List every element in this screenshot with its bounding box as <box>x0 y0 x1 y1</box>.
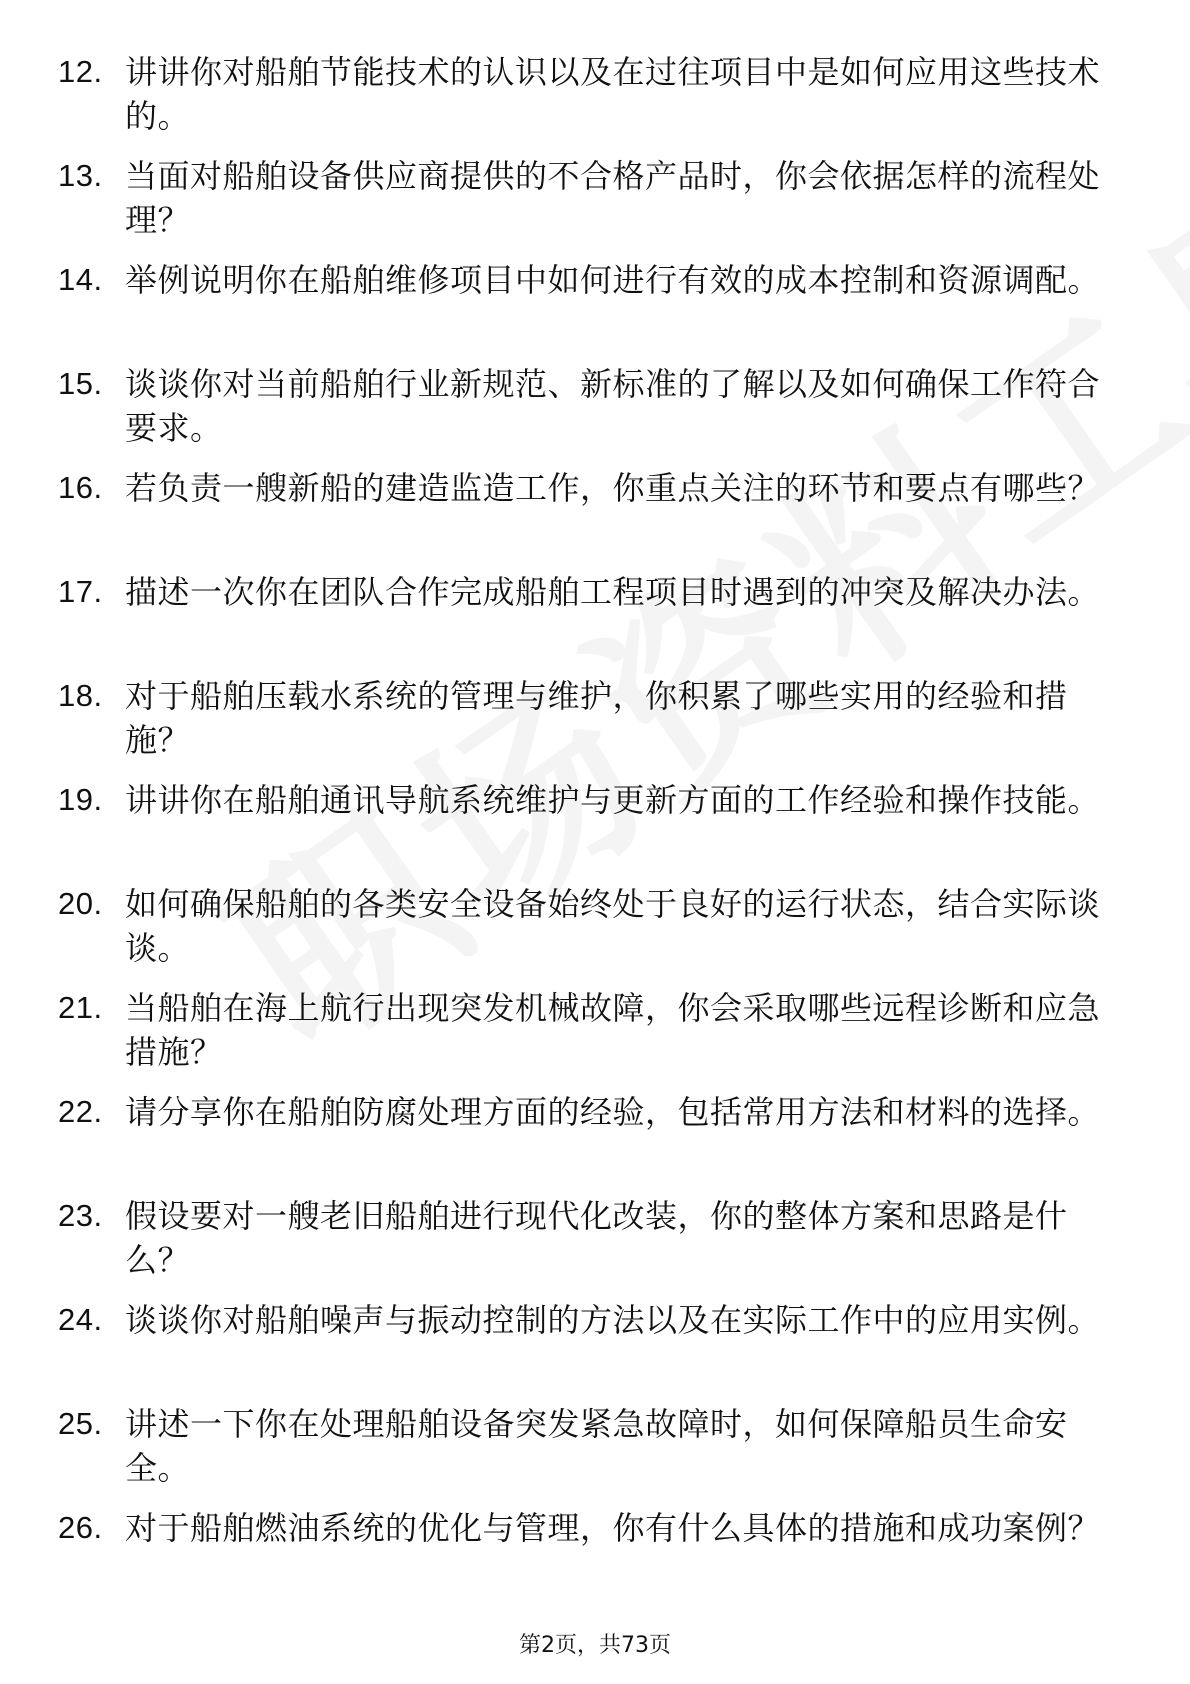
question-text: 如何确保船舶的各类安全设备始终处于良好的运行状态，结合实际谈谈。 <box>125 885 1101 967</box>
page-number-label: 第2页，共73页 <box>519 1633 671 1658</box>
question-list <box>58 50 1128 1610</box>
question-number: 16. <box>58 470 103 505</box>
list-item <box>58 778 1128 866</box>
question-text: 对于船舶压载水系统的管理与维护，你积累了哪些实用的经验和措施？ <box>125 677 1068 759</box>
question-text: 讲述一下你在处理船舶设备突发紧急故障时，如何保障船员生命安全。 <box>125 1405 1068 1487</box>
list-item <box>58 674 1128 762</box>
list-item <box>58 882 1128 970</box>
question-number: 22. <box>58 1094 103 1129</box>
question-number: 25. <box>58 1406 103 1441</box>
question-number: 18. <box>58 678 103 713</box>
list-item <box>58 50 1128 138</box>
question-number: 23. <box>58 1198 103 1233</box>
list-item <box>58 154 1128 242</box>
question-number: 15. <box>58 366 103 401</box>
list-item <box>58 1402 1128 1490</box>
question-text: 举例说明你在船舶维修项目中如何进行有效的成本控制和资源调配。 <box>125 261 1101 299</box>
list-item <box>58 570 1128 658</box>
list-item <box>58 1506 1128 1594</box>
question-text: 请分享你在船舶防腐处理方面的经验，包括常用方法和材料的选择。 <box>125 1093 1101 1131</box>
list-item <box>58 986 1128 1074</box>
list-item <box>58 1090 1128 1178</box>
question-text: 当面对船舶设备供应商提供的不合格产品时，你会依据怎样的流程处理？ <box>125 157 1101 239</box>
question-number: 13. <box>58 158 103 193</box>
list-item <box>58 258 1128 346</box>
question-text: 讲讲你对船舶节能技术的认识以及在过往项目中是如何应用这些技术的。 <box>125 53 1101 135</box>
question-text: 当船舶在海上航行出现突发机械故障，你会采取哪些远程诊断和应急措施？ <box>125 989 1101 1071</box>
question-number: 12. <box>58 54 103 89</box>
list-item <box>58 362 1128 450</box>
list-item <box>58 1298 1128 1386</box>
page-footer <box>0 1628 1190 1659</box>
question-text: 若负责一艘新船的建造监造工作，你重点关注的环节和要点有哪些？ <box>125 469 1101 507</box>
question-text: 谈谈你对船舶噪声与振动控制的方法以及在实际工作中的应用实例。 <box>125 1301 1101 1339</box>
question-number: 21. <box>58 990 103 1025</box>
question-number: 24. <box>58 1302 103 1337</box>
question-number: 26. <box>58 1510 103 1545</box>
question-number: 17. <box>58 574 103 609</box>
question-text: 讲讲你在船舶通讯导航系统维护与更新方面的工作经验和操作技能。 <box>125 781 1101 819</box>
question-number: 19. <box>58 782 103 817</box>
list-item <box>58 1194 1128 1282</box>
question-text: 描述一次你在团队合作完成船舶工程项目时遇到的冲突及解决办法。 <box>125 573 1101 611</box>
question-text: 谈谈你对当前船舶行业新规范、新标准的了解以及如何确保工作符合要求。 <box>125 365 1101 447</box>
question-number: 20. <box>58 886 103 921</box>
list-item <box>58 466 1128 554</box>
question-text: 假设要对一艘老旧船舶进行现代化改装，你的整体方案和思路是什么？ <box>125 1197 1068 1279</box>
question-number: 14. <box>58 262 103 297</box>
question-text: 对于船舶燃油系统的优化与管理，你有什么具体的措施和成功案例？ <box>125 1509 1101 1547</box>
